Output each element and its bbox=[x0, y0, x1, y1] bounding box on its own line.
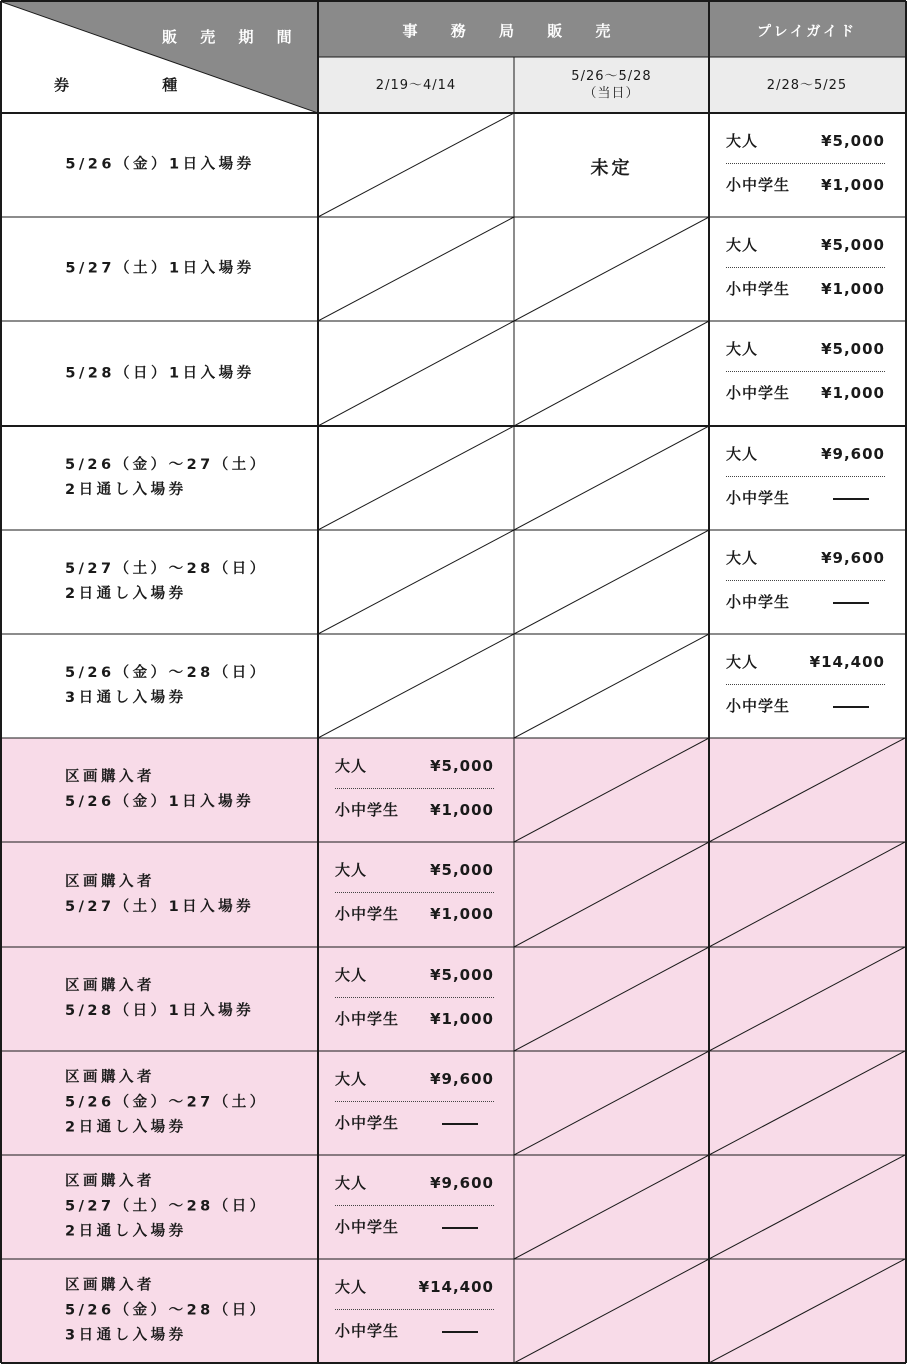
row-10-col-1 bbox=[318, 1051, 514, 1155]
not-available-slash bbox=[709, 1051, 905, 1155]
price-separator bbox=[335, 788, 494, 789]
row-6-col-3 bbox=[709, 634, 905, 738]
price-child-row bbox=[726, 379, 885, 407]
ticket-type-label bbox=[65, 870, 254, 920]
row-10-col-0 bbox=[2, 1051, 318, 1155]
adult-label: 大人 bbox=[335, 757, 368, 775]
not-available-slash bbox=[318, 113, 514, 217]
row-5-col-0 bbox=[2, 530, 318, 634]
child-label: 小中学生 bbox=[335, 905, 400, 923]
header-office-sales-label: 事 務 局 販 売 bbox=[402, 22, 625, 40]
ticket-type-label bbox=[65, 453, 268, 503]
header-diagonal bbox=[2, 2, 318, 113]
price-adult-row bbox=[335, 1273, 494, 1301]
header-sales-period: 販 売 期 間 bbox=[162, 28, 301, 46]
ticket-type-line: 5/27（土）1日入場券 bbox=[65, 260, 255, 277]
price-box bbox=[335, 738, 494, 842]
office-period-day-text: 5/26〜5/28 bbox=[571, 69, 652, 84]
header-ticket-type: 券 種 bbox=[54, 76, 222, 94]
not-applicable-dash bbox=[442, 1227, 478, 1229]
adult-label: 大人 bbox=[335, 1278, 368, 1296]
not-available-slash bbox=[514, 842, 709, 947]
price-box bbox=[335, 1259, 494, 1363]
adult-label: 大人 bbox=[335, 1070, 368, 1088]
row-1-col-3 bbox=[709, 113, 905, 217]
row-1-col-2 bbox=[514, 113, 709, 217]
header-play-guide-label: プレイガイド bbox=[757, 24, 857, 40]
child-price: ¥1,000 bbox=[821, 384, 885, 402]
row-9-col-1 bbox=[318, 947, 514, 1051]
ticket-type-line: 5/26（金）〜28（日） bbox=[65, 1302, 268, 1319]
not-available-slash bbox=[514, 634, 709, 738]
row-10-col-3 bbox=[709, 1051, 905, 1155]
row-3-col-2 bbox=[514, 321, 709, 426]
row-2-col-1 bbox=[318, 217, 514, 321]
not-applicable-dash bbox=[833, 498, 869, 500]
price-adult-row bbox=[335, 1169, 494, 1197]
price-separator bbox=[335, 1309, 494, 1310]
adult-label: 大人 bbox=[335, 861, 368, 879]
not-available-slash bbox=[514, 530, 709, 634]
price-box bbox=[335, 947, 494, 1051]
ticket-type-line: 区画購入者 bbox=[65, 873, 155, 890]
child-label: 小中学生 bbox=[335, 1322, 400, 1340]
child-label: 小中学生 bbox=[726, 384, 791, 402]
ticket-type-line: 2日通し入場券 bbox=[65, 482, 187, 498]
not-available-slash bbox=[514, 738, 709, 842]
row-5-col-1 bbox=[318, 530, 514, 634]
not-available-slash bbox=[709, 1259, 905, 1363]
ticket-type-line: 5/27（土）1日入場券 bbox=[65, 898, 255, 915]
not-available-slash bbox=[514, 1051, 709, 1155]
ticket-type-line: 区画購入者 bbox=[65, 1277, 155, 1294]
ticket-type-line: 5/26（金）〜27（土） bbox=[65, 457, 268, 473]
not-available-slash bbox=[709, 1155, 905, 1259]
price-box bbox=[726, 634, 885, 738]
price-box bbox=[726, 321, 885, 426]
price-adult-row bbox=[335, 1065, 494, 1093]
ticket-type-line: 5/26（金）〜27（土） bbox=[65, 1094, 268, 1111]
not-applicable-dash bbox=[442, 1331, 478, 1333]
adult-price: ¥5,000 bbox=[821, 236, 885, 254]
not-available-slash bbox=[709, 842, 905, 947]
header-play-guide bbox=[709, 2, 905, 57]
row-2-col-2 bbox=[514, 217, 709, 321]
price-child-row bbox=[335, 1109, 494, 1137]
price-separator bbox=[726, 267, 885, 268]
ticket-type-line: 2日通し入場券 bbox=[65, 1119, 187, 1136]
price-separator bbox=[335, 997, 494, 998]
not-available-slash bbox=[514, 1155, 709, 1259]
row-9-col-0 bbox=[2, 947, 318, 1051]
header-office-period-day bbox=[514, 57, 709, 113]
price-separator bbox=[335, 892, 494, 893]
adult-price: ¥9,600 bbox=[430, 1070, 494, 1088]
ticket-type-line: 区画購入者 bbox=[65, 1173, 155, 1190]
price-box bbox=[335, 842, 494, 947]
row-4-col-2 bbox=[514, 426, 709, 530]
header-corner bbox=[2, 2, 318, 113]
ticket-type-line: 区画購入者 bbox=[65, 1069, 155, 1086]
ticket-type-line: 3日通し入場券 bbox=[65, 690, 187, 706]
child-label: 小中学生 bbox=[726, 176, 791, 194]
child-label: 小中学生 bbox=[335, 1218, 400, 1236]
child-label: 小中学生 bbox=[335, 801, 400, 819]
child-price: ¥1,000 bbox=[430, 905, 494, 923]
not-available-slash bbox=[514, 217, 709, 321]
row-4-col-3 bbox=[709, 426, 905, 530]
child-label: 小中学生 bbox=[335, 1010, 400, 1028]
price-separator bbox=[726, 476, 885, 477]
row-10-col-2 bbox=[514, 1051, 709, 1155]
ticket-type-line: 区画購入者 bbox=[65, 769, 155, 785]
not-available-slash bbox=[514, 321, 709, 426]
ticket-type-label bbox=[2, 257, 318, 282]
header-office-sales bbox=[318, 2, 709, 57]
ticket-type-line: 2日通し入場券 bbox=[65, 1223, 187, 1240]
price-box bbox=[726, 113, 885, 217]
adult-price: ¥9,600 bbox=[821, 445, 885, 463]
price-adult-row bbox=[335, 752, 494, 780]
header-guide-period bbox=[709, 57, 905, 113]
child-label: 小中学生 bbox=[726, 280, 791, 298]
ticket-type-label bbox=[65, 661, 268, 711]
child-label: 小中学生 bbox=[726, 593, 791, 611]
row-4-col-0 bbox=[2, 426, 318, 530]
row-12-col-2 bbox=[514, 1259, 709, 1363]
row-12-col-0 bbox=[2, 1259, 318, 1363]
price-box bbox=[726, 426, 885, 530]
price-adult-row bbox=[726, 127, 885, 155]
row-3-col-3 bbox=[709, 321, 905, 426]
price-box bbox=[726, 530, 885, 634]
adult-price: ¥14,400 bbox=[418, 1278, 494, 1296]
adult-label: 大人 bbox=[335, 966, 368, 984]
not-applicable-dash bbox=[833, 602, 869, 604]
price-box bbox=[335, 1051, 494, 1155]
price-adult-row bbox=[726, 544, 885, 572]
price-child-row bbox=[335, 1005, 494, 1033]
row-8-col-1 bbox=[318, 842, 514, 947]
row-1-col-0 bbox=[2, 113, 318, 217]
adult-label: 大人 bbox=[726, 445, 759, 463]
price-separator bbox=[726, 163, 885, 164]
price-separator bbox=[335, 1101, 494, 1102]
row-3-col-1 bbox=[318, 321, 514, 426]
ticket-type-line: 5/26（金）〜28（日） bbox=[65, 665, 268, 681]
row-3-col-0 bbox=[2, 321, 318, 426]
office-period-advance-text: 2/19〜4/14 bbox=[375, 77, 457, 93]
price-box bbox=[335, 1155, 494, 1259]
ticket-type-line: 5/27（土）〜28（日） bbox=[65, 1198, 268, 1215]
not-available-slash bbox=[514, 947, 709, 1051]
row-6-col-1 bbox=[318, 634, 514, 738]
ticket-type-label bbox=[65, 765, 254, 815]
not-available-slash bbox=[514, 426, 709, 530]
adult-label: 大人 bbox=[335, 1174, 368, 1192]
ticket-type-label bbox=[65, 1066, 268, 1141]
adult-price: ¥14,400 bbox=[809, 653, 885, 671]
not-available-slash bbox=[318, 217, 514, 321]
price-child-row bbox=[335, 796, 494, 824]
ticket-type-label bbox=[65, 557, 268, 607]
adult-price: ¥5,000 bbox=[430, 966, 494, 984]
ticket-type-label bbox=[2, 361, 318, 386]
price-adult-row bbox=[726, 335, 885, 363]
row-11-col-2 bbox=[514, 1155, 709, 1259]
office-period-day-note: （当日） bbox=[583, 86, 640, 101]
price-child-row bbox=[726, 692, 885, 720]
ticket-type-label bbox=[65, 1170, 268, 1245]
adult-label: 大人 bbox=[726, 236, 759, 254]
price-child-row bbox=[335, 1317, 494, 1345]
row-5-col-2 bbox=[514, 530, 709, 634]
row-8-col-0 bbox=[2, 842, 318, 947]
child-price: ¥1,000 bbox=[430, 1010, 494, 1028]
ticket-type-line: 5/26（金）1日入場券 bbox=[65, 156, 255, 173]
ticket-type-line: 5/27（土）〜28（日） bbox=[65, 561, 268, 577]
guide-period-text: 2/28〜5/25 bbox=[766, 77, 848, 93]
row-4-col-1 bbox=[318, 426, 514, 530]
price-separator bbox=[726, 580, 885, 581]
row-7-col-0 bbox=[2, 738, 318, 842]
row-6-col-0 bbox=[2, 634, 318, 738]
adult-price: ¥5,000 bbox=[430, 861, 494, 879]
ticket-type-label bbox=[2, 153, 318, 178]
child-label: 小中学生 bbox=[726, 697, 791, 715]
row-7-col-2 bbox=[514, 738, 709, 842]
price-adult-row bbox=[335, 856, 494, 884]
row-8-col-2 bbox=[514, 842, 709, 947]
price-adult-row bbox=[335, 961, 494, 989]
row-2-col-3 bbox=[709, 217, 905, 321]
row-7-col-3 bbox=[709, 738, 905, 842]
row-1-col-1 bbox=[318, 113, 514, 217]
row-11-col-1 bbox=[318, 1155, 514, 1259]
adult-price: ¥5,000 bbox=[430, 757, 494, 775]
row-12-col-3 bbox=[709, 1259, 905, 1363]
adult-label: 大人 bbox=[726, 549, 759, 567]
row-6-col-2 bbox=[514, 634, 709, 738]
adult-label: 大人 bbox=[726, 653, 759, 671]
price-adult-row bbox=[726, 231, 885, 259]
row-8-col-3 bbox=[709, 842, 905, 947]
price-child-row bbox=[335, 1213, 494, 1241]
price-child-row bbox=[726, 171, 885, 199]
price-child-row bbox=[335, 900, 494, 928]
not-applicable-dash bbox=[442, 1123, 478, 1125]
price-separator bbox=[335, 1205, 494, 1206]
ticket-type-label bbox=[65, 1274, 268, 1349]
ticket-type-line: 5/26（金）1日入場券 bbox=[65, 794, 255, 810]
not-applicable-dash bbox=[833, 706, 869, 708]
adult-price: ¥5,000 bbox=[821, 132, 885, 150]
row-7-col-1 bbox=[318, 738, 514, 842]
ticket-type-line: 2日通し入場券 bbox=[65, 586, 187, 602]
row-12-col-1 bbox=[318, 1259, 514, 1363]
ticket-type-line: 5/28（日）1日入場券 bbox=[65, 1003, 255, 1019]
adult-price: ¥5,000 bbox=[821, 340, 885, 358]
not-available-slash bbox=[318, 426, 514, 530]
ticket-type-label bbox=[65, 974, 254, 1024]
child-price: ¥1,000 bbox=[430, 801, 494, 819]
adult-price: ¥9,600 bbox=[821, 549, 885, 567]
not-available-slash bbox=[709, 947, 905, 1051]
price-adult-row bbox=[726, 648, 885, 676]
ticket-type-line: 区画購入者 bbox=[65, 978, 155, 994]
child-label: 小中学生 bbox=[726, 489, 791, 507]
not-available-slash bbox=[514, 1259, 709, 1363]
ticket-type-line: 3日通し入場券 bbox=[65, 1327, 187, 1344]
adult-label: 大人 bbox=[726, 132, 759, 150]
header-office-period-advance bbox=[318, 57, 514, 113]
row-11-col-0 bbox=[2, 1155, 318, 1259]
price-child-row bbox=[726, 484, 885, 512]
price-separator bbox=[726, 684, 885, 685]
price-adult-row bbox=[726, 440, 885, 468]
row-9-col-3 bbox=[709, 947, 905, 1051]
child-price: ¥1,000 bbox=[821, 280, 885, 298]
undecided-text: 未定 bbox=[590, 158, 633, 179]
ticket-type-line: 5/28（日）1日入場券 bbox=[65, 365, 255, 381]
adult-label: 大人 bbox=[726, 340, 759, 358]
row-9-col-2 bbox=[514, 947, 709, 1051]
child-label: 小中学生 bbox=[335, 1114, 400, 1132]
child-price: ¥1,000 bbox=[821, 176, 885, 194]
price-child-row bbox=[726, 588, 885, 616]
row-2-col-0 bbox=[2, 217, 318, 321]
price-box bbox=[726, 217, 885, 321]
not-available-slash bbox=[318, 321, 514, 426]
not-available-slash bbox=[709, 738, 905, 842]
not-available-slash bbox=[318, 634, 514, 738]
price-child-row bbox=[726, 275, 885, 303]
adult-price: ¥9,600 bbox=[430, 1174, 494, 1192]
not-available-slash bbox=[318, 530, 514, 634]
row-5-col-3 bbox=[709, 530, 905, 634]
price-separator bbox=[726, 371, 885, 372]
row-11-col-3 bbox=[709, 1155, 905, 1259]
